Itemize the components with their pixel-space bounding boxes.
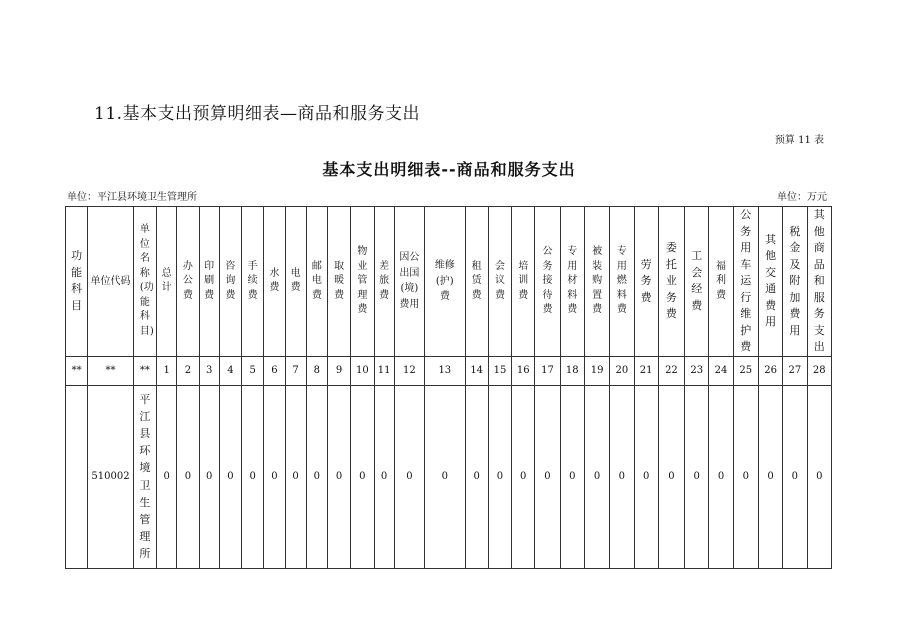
header-other: 其他商品和服务支出 [807, 207, 832, 357]
unit-name-cell: 平江县环境卫生管理所 [133, 385, 156, 568]
func-subject-cell [66, 385, 88, 568]
column-number: 17 [535, 356, 560, 385]
column-number: 7 [285, 356, 306, 385]
column-number: 12 [394, 356, 424, 385]
column-number: 23 [685, 356, 709, 385]
value-cell: 0 [610, 385, 634, 568]
reporting-unit: 单位：平江县环境卫生管理所 [67, 192, 197, 203]
value-cell: 0 [177, 385, 199, 568]
value-cell: 0 [512, 385, 535, 568]
header-unit-name: 单位名称(功能科目) [133, 207, 156, 357]
value-cell: 0 [634, 385, 658, 568]
value-cell: 0 [807, 385, 832, 568]
column-number: 13 [425, 356, 465, 385]
column-number: 11 [374, 356, 394, 385]
value-cell: 0 [783, 385, 807, 568]
column-number: 4 [219, 356, 241, 385]
value-cell: 0 [584, 385, 609, 568]
header-func-subject: 功能科目 [66, 207, 88, 357]
header-tax: 税金及附加费用 [783, 207, 807, 357]
column-number: 20 [610, 356, 634, 385]
value-cell: 0 [264, 385, 285, 568]
header-rental: 租赁费 [465, 207, 488, 357]
value-cell: 0 [658, 385, 684, 568]
header-printing: 印刷费 [199, 207, 219, 357]
column-number: 24 [709, 356, 733, 385]
header-property: 物业管理费 [351, 207, 374, 357]
value-cell: 0 [351, 385, 374, 568]
header-materials: 专用材料费 [560, 207, 584, 357]
header-vehicle: 公务用车运行维护费 [733, 207, 758, 357]
column-number: 2 [177, 356, 199, 385]
header-training: 培训费 [512, 207, 535, 357]
header-travel: 差旅费 [374, 207, 394, 357]
column-number: 18 [560, 356, 584, 385]
column-number: 5 [242, 356, 264, 385]
currency-unit: 单位：万元 [777, 192, 827, 203]
header-postal: 邮电费 [306, 207, 327, 357]
value-cell: 0 [242, 385, 264, 568]
header-fuel: 专用燃料费 [610, 207, 634, 357]
column-number: ** [133, 356, 156, 385]
column-number: 21 [634, 356, 658, 385]
table-row [66, 385, 832, 568]
column-number: 9 [327, 356, 350, 385]
value-cell: 0 [465, 385, 488, 568]
header-consulting: 咨询费 [219, 207, 241, 357]
value-cell: 0 [394, 385, 424, 568]
column-number-row [66, 356, 832, 385]
value-cell: 0 [285, 385, 306, 568]
value-cell: 0 [488, 385, 511, 568]
header-handling: 手续费 [242, 207, 264, 357]
header-labor: 劳务费 [634, 207, 658, 357]
header-reception: 公务接待费 [535, 207, 560, 357]
column-number: 16 [512, 356, 535, 385]
value-cell: 0 [535, 385, 560, 568]
column-number: 27 [783, 356, 807, 385]
column-number: 28 [807, 356, 832, 385]
header-electricity: 电费 [285, 207, 306, 357]
value-cell: 0 [374, 385, 394, 568]
column-number: 8 [306, 356, 327, 385]
value-cell: 0 [685, 385, 709, 568]
column-number: 26 [758, 356, 782, 385]
column-number: 3 [199, 356, 219, 385]
value-cell: 0 [758, 385, 782, 568]
header-abroad: 因公出国(境)费用 [394, 207, 424, 357]
header-water: 水费 [264, 207, 285, 357]
header-unit-code: 单位代码 [88, 207, 134, 357]
value-cell: 0 [560, 385, 584, 568]
value-cell: 0 [709, 385, 733, 568]
column-number: 22 [658, 356, 684, 385]
header-transport: 其他交通费用 [758, 207, 782, 357]
column-number: 15 [488, 356, 511, 385]
column-number: ** [66, 356, 88, 385]
header-welfare: 福利费 [709, 207, 733, 357]
value-cell: 0 [327, 385, 350, 568]
value-cell: 0 [425, 385, 465, 568]
header-meeting: 会议费 [488, 207, 511, 357]
header-heating: 取暖费 [327, 207, 350, 357]
header-uniform: 被装购置费 [584, 207, 609, 357]
document-heading: 11.基本支出预算明细表—商品和服务支出 [94, 104, 421, 124]
column-number: ** [88, 356, 134, 385]
header-office: 办公费 [177, 207, 199, 357]
value-cell: 0 [733, 385, 758, 568]
table-title: 基本支出明细表--商品和服务支出 [322, 160, 576, 179]
column-number: 19 [584, 356, 609, 385]
column-number: 10 [351, 356, 374, 385]
column-number: 14 [465, 356, 488, 385]
value-cell: 0 [157, 385, 177, 568]
value-cell: 0 [199, 385, 219, 568]
header-maintenance: 维修(护)费 [425, 207, 465, 357]
header-commission: 委托业务费 [658, 207, 684, 357]
form-number: 预算 11 表 [774, 135, 824, 146]
value-cell: 0 [219, 385, 241, 568]
unit-code-cell: 510002 [88, 385, 134, 568]
expenditure-table [65, 206, 832, 569]
column-number: 25 [733, 356, 758, 385]
header-row [66, 207, 832, 357]
header-union: 工会经费 [685, 207, 709, 357]
column-number: 6 [264, 356, 285, 385]
column-number: 1 [157, 356, 177, 385]
value-cell: 0 [306, 385, 327, 568]
header-total: 总计 [157, 207, 177, 357]
